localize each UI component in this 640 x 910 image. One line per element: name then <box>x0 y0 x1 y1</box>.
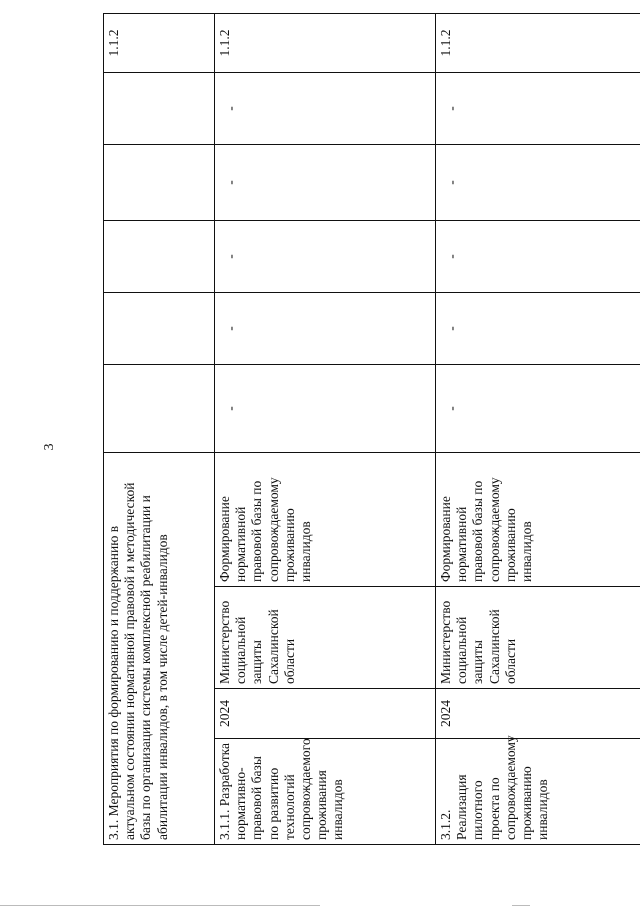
measures-table <box>103 13 640 845</box>
measure-year: 2024 <box>215 689 436 739</box>
page-number: 3 <box>42 443 57 451</box>
measure-value: - <box>215 364 436 452</box>
section-cell-empty <box>104 364 215 452</box>
measure-value: - <box>436 144 640 220</box>
measure-year: 2024 <box>436 689 640 739</box>
section-cell-empty <box>104 292 215 364</box>
section-cell-empty <box>104 220 215 292</box>
section-cell-empty <box>104 144 215 220</box>
section-code: 1.1.2 <box>104 13 215 72</box>
measure-executor: Министерство социальной защиты Сахалинской области <box>215 587 436 689</box>
section-title: 3.1. Мероприятия по формированию и поддержанию в актуальном состоянии нормативной правовой и методической базы по организации системы комплексной реабилитации и абилитации инвалидов, в том числе детей-инвалидов <box>104 452 215 844</box>
measure-name: 3.1.1. Разработка нормативно-правовой базы по развитию технологий сопровождаемого проживания инвалидов <box>215 739 436 845</box>
section-cell-empty <box>104 72 215 144</box>
scan-artifact-mark <box>512 905 530 906</box>
measure-value: - <box>215 72 436 144</box>
measure-value: - <box>436 72 640 144</box>
measure-value: - <box>215 292 436 364</box>
measure-value: - <box>436 220 640 292</box>
section-row <box>104 13 215 844</box>
measure-result: Формирование нормативной правовой базы по сопровождаемому проживанию инвалидов <box>215 452 436 586</box>
measure-value: - <box>215 220 436 292</box>
measure-name: 3.1.2. Реализация пилотного проекта по сопровождаемому проживанию инвалидов <box>436 739 640 845</box>
table-row <box>436 13 640 844</box>
table-row <box>215 13 436 844</box>
measure-result: Формирование нормативной правовой базы по сопровождаемому проживанию инвалидов <box>436 452 640 586</box>
measure-value: - <box>436 292 640 364</box>
scan-artifact-line <box>0 905 320 906</box>
rotated-table-area <box>103 20 639 845</box>
measure-code: 1.1.2 <box>215 13 436 72</box>
table-wrapper <box>103 20 639 845</box>
measure-value: - <box>436 364 640 452</box>
measure-value: - <box>215 144 436 220</box>
measure-code: 1.1.2 <box>436 13 640 72</box>
measure-executor: Министерство социальной защиты Сахалинской области <box>436 587 640 689</box>
